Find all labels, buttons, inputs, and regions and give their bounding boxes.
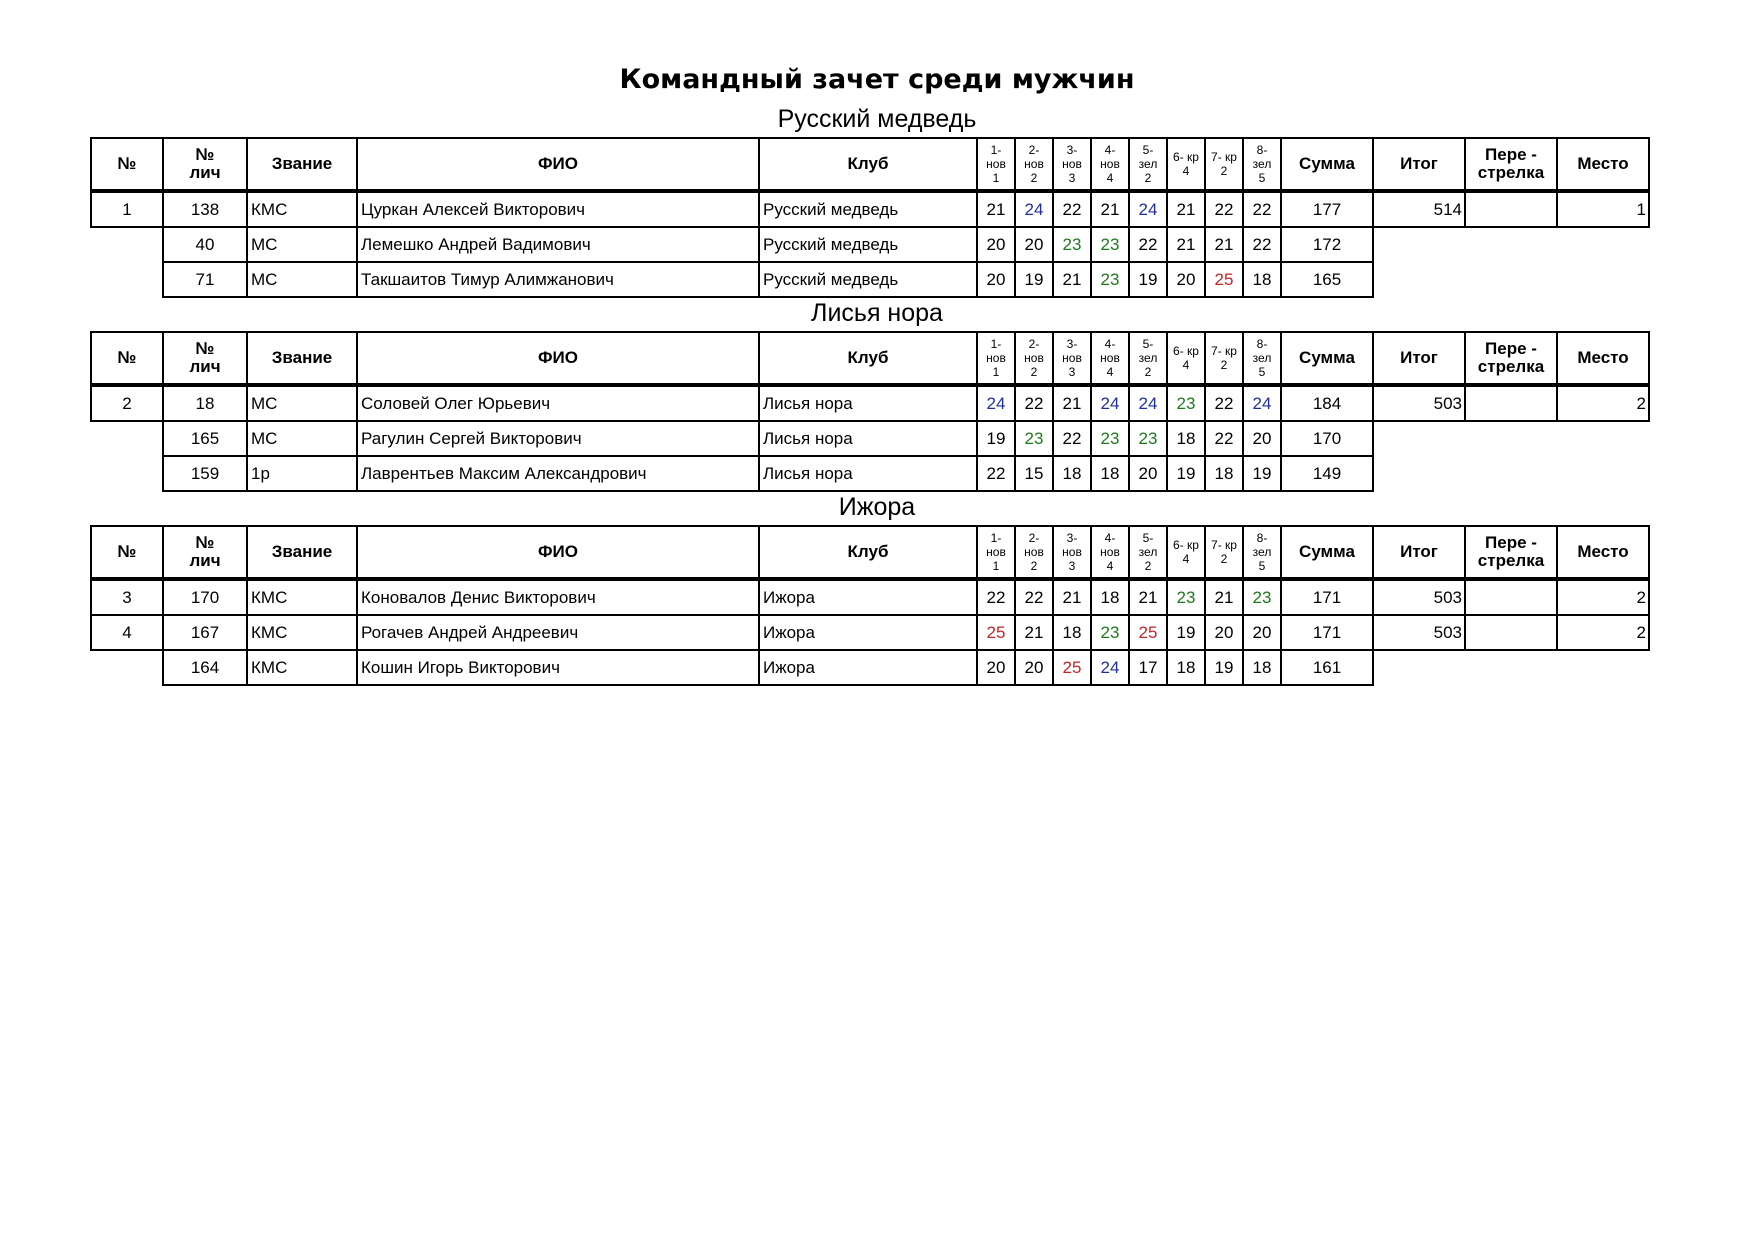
cell-name: Рогачев Андрей Андреевич bbox=[357, 615, 759, 650]
table-row bbox=[91, 650, 1649, 685]
cell-club: Ижора bbox=[759, 580, 977, 615]
cell-score-8: 18 bbox=[1243, 650, 1281, 685]
cell-score-6: 23 bbox=[1167, 580, 1205, 615]
round-header-1: 1- нов 1 bbox=[977, 332, 1015, 384]
cell-rank: МС bbox=[247, 227, 357, 262]
cell-score-7: 18 bbox=[1205, 456, 1243, 491]
cell-num: 4 bbox=[91, 615, 163, 650]
cell-shootoff bbox=[1465, 615, 1557, 650]
cell-lic: 167 bbox=[163, 615, 247, 650]
cell-score-6: 18 bbox=[1167, 421, 1205, 456]
table-row bbox=[91, 386, 1649, 421]
cell-score-5: 25 bbox=[1129, 615, 1167, 650]
cell-score-8: 20 bbox=[1243, 421, 1281, 456]
cell-score-1: 21 bbox=[977, 192, 1015, 227]
header-row bbox=[91, 526, 1649, 578]
col-rank-header: Звание bbox=[247, 332, 357, 384]
cell-score-5: 22 bbox=[1129, 227, 1167, 262]
cell-shootoff bbox=[1465, 386, 1557, 421]
round-header-3: 3- нов 3 bbox=[1053, 526, 1091, 578]
round-header-3: 3- нов 3 bbox=[1053, 138, 1091, 190]
round-header-8: 8- зел 5 bbox=[1243, 138, 1281, 190]
col-rank-header: Звание bbox=[247, 138, 357, 190]
round-header-2: 2- нов 2 bbox=[1015, 332, 1053, 384]
col-rank-header: Звание bbox=[247, 526, 357, 578]
cell-score-5: 20 bbox=[1129, 456, 1167, 491]
cell-club: Ижора bbox=[759, 650, 977, 685]
cell-empty bbox=[1557, 456, 1649, 491]
cell-score-4: 21 bbox=[1091, 192, 1129, 227]
table-row bbox=[91, 456, 1649, 491]
cell-sum: 149 bbox=[1281, 456, 1373, 491]
col-lic-header: № лич bbox=[163, 526, 247, 578]
cell-lic: 159 bbox=[163, 456, 247, 491]
col-shootoff-header: Пере - стрелка bbox=[1465, 332, 1557, 384]
cell-num bbox=[91, 650, 163, 685]
cell-empty bbox=[1465, 262, 1557, 297]
cell-total: 503 bbox=[1373, 615, 1465, 650]
col-sum-header: Сумма bbox=[1281, 332, 1373, 384]
team-table bbox=[90, 331, 1650, 492]
cell-score-4: 18 bbox=[1091, 456, 1129, 491]
cell-place: 2 bbox=[1557, 386, 1649, 421]
cell-score-4: 18 bbox=[1091, 580, 1129, 615]
cell-name: Коновалов Денис Викторович bbox=[357, 580, 759, 615]
cell-empty bbox=[1373, 227, 1465, 262]
cell-empty bbox=[1557, 650, 1649, 685]
cell-empty bbox=[1373, 262, 1465, 297]
round-header-6: 6- кр 4 bbox=[1167, 332, 1205, 384]
cell-score-1: 20 bbox=[977, 227, 1015, 262]
cell-shootoff bbox=[1465, 580, 1557, 615]
cell-name: Соловей Олег Юрьевич bbox=[357, 386, 759, 421]
page-title: Командный зачет среди мужчин bbox=[619, 64, 1135, 95]
cell-score-5: 24 bbox=[1129, 386, 1167, 421]
col-name-header: ФИО bbox=[357, 138, 759, 190]
cell-score-2: 15 bbox=[1015, 456, 1053, 491]
round-header-8: 8- зел 5 bbox=[1243, 526, 1281, 578]
cell-name: Такшаитов Тимур Алимжанович bbox=[357, 262, 759, 297]
cell-place: 2 bbox=[1557, 580, 1649, 615]
cell-lic: 138 bbox=[163, 192, 247, 227]
cell-name: Лаврентьев Максим Александрович bbox=[357, 456, 759, 491]
col-sum-header: Сумма bbox=[1281, 526, 1373, 578]
cell-score-3: 18 bbox=[1053, 615, 1091, 650]
cell-club: Лисья нора bbox=[759, 456, 977, 491]
round-header-1: 1- нов 1 bbox=[977, 138, 1015, 190]
cell-score-5: 17 bbox=[1129, 650, 1167, 685]
team-title: Ижора bbox=[838, 493, 916, 521]
cell-score-3: 21 bbox=[1053, 262, 1091, 297]
table-row bbox=[91, 580, 1649, 615]
cell-rank: КМС bbox=[247, 615, 357, 650]
cell-sum: 172 bbox=[1281, 227, 1373, 262]
cell-place: 1 bbox=[1557, 192, 1649, 227]
cell-num: 2 bbox=[91, 386, 163, 421]
cell-score-8: 24 bbox=[1243, 386, 1281, 421]
cell-score-2: 22 bbox=[1015, 386, 1053, 421]
cell-shootoff bbox=[1465, 192, 1557, 227]
cell-lic: 170 bbox=[163, 580, 247, 615]
cell-score-6: 18 bbox=[1167, 650, 1205, 685]
cell-lic: 164 bbox=[163, 650, 247, 685]
col-num-header: № bbox=[91, 526, 163, 578]
cell-score-8: 20 bbox=[1243, 615, 1281, 650]
col-total-header: Итог bbox=[1373, 526, 1465, 578]
cell-score-7: 21 bbox=[1205, 580, 1243, 615]
cell-lic: 40 bbox=[163, 227, 247, 262]
cell-club: Русский медведь bbox=[759, 192, 977, 227]
cell-sum: 171 bbox=[1281, 615, 1373, 650]
col-name-header: ФИО bbox=[357, 332, 759, 384]
cell-sum: 161 bbox=[1281, 650, 1373, 685]
cell-num bbox=[91, 227, 163, 262]
cell-empty bbox=[1465, 421, 1557, 456]
col-lic-header: № лич bbox=[163, 138, 247, 190]
cell-score-7: 25 bbox=[1205, 262, 1243, 297]
cell-num: 3 bbox=[91, 580, 163, 615]
cell-score-7: 21 bbox=[1205, 227, 1243, 262]
cell-rank: МС bbox=[247, 262, 357, 297]
round-header-4: 4- нов 4 bbox=[1091, 138, 1129, 190]
cell-num bbox=[91, 262, 163, 297]
cell-score-7: 22 bbox=[1205, 421, 1243, 456]
col-shootoff-header: Пере - стрелка bbox=[1465, 138, 1557, 190]
cell-score-7: 20 bbox=[1205, 615, 1243, 650]
cell-score-3: 18 bbox=[1053, 456, 1091, 491]
cell-score-8: 22 bbox=[1243, 192, 1281, 227]
round-header-2: 2- нов 2 bbox=[1015, 526, 1053, 578]
team-title: Русский медведь bbox=[777, 105, 977, 133]
round-header-7: 7- кр 2 bbox=[1205, 526, 1243, 578]
cell-score-2: 22 bbox=[1015, 580, 1053, 615]
cell-score-1: 22 bbox=[977, 456, 1015, 491]
col-total-header: Итог bbox=[1373, 138, 1465, 190]
cell-score-7: 22 bbox=[1205, 192, 1243, 227]
cell-club: Лисья нора bbox=[759, 386, 977, 421]
cell-score-4: 23 bbox=[1091, 227, 1129, 262]
cell-club: Ижора bbox=[759, 615, 977, 650]
cell-score-8: 19 bbox=[1243, 456, 1281, 491]
cell-total: 503 bbox=[1373, 580, 1465, 615]
cell-sum: 170 bbox=[1281, 421, 1373, 456]
cell-score-2: 19 bbox=[1015, 262, 1053, 297]
cell-score-1: 22 bbox=[977, 580, 1015, 615]
cell-name: Лемешко Андрей Вадимович bbox=[357, 227, 759, 262]
cell-score-6: 23 bbox=[1167, 386, 1205, 421]
col-total-header: Итог bbox=[1373, 332, 1465, 384]
cell-score-5: 21 bbox=[1129, 580, 1167, 615]
cell-name: Рагулин Сергей Викторович bbox=[357, 421, 759, 456]
cell-score-4: 23 bbox=[1091, 615, 1129, 650]
cell-score-4: 24 bbox=[1091, 386, 1129, 421]
cell-score-3: 21 bbox=[1053, 580, 1091, 615]
cell-name: Цуркан Алексей Викторович bbox=[357, 192, 759, 227]
cell-score-3: 21 bbox=[1053, 386, 1091, 421]
cell-score-6: 21 bbox=[1167, 192, 1205, 227]
cell-empty bbox=[1373, 456, 1465, 491]
round-header-5: 5- зел 2 bbox=[1129, 332, 1167, 384]
cell-empty bbox=[1557, 227, 1649, 262]
team-table bbox=[90, 525, 1650, 686]
table-row bbox=[91, 262, 1649, 297]
cell-score-2: 20 bbox=[1015, 227, 1053, 262]
cell-total: 514 bbox=[1373, 192, 1465, 227]
col-lic-header: № лич bbox=[163, 332, 247, 384]
cell-club: Лисья нора bbox=[759, 421, 977, 456]
cell-rank: КМС bbox=[247, 580, 357, 615]
table-row bbox=[91, 615, 1649, 650]
col-place-header: Место bbox=[1557, 526, 1649, 578]
col-name-header: ФИО bbox=[357, 526, 759, 578]
col-club-header: Клуб bbox=[759, 138, 977, 190]
cell-total: 503 bbox=[1373, 386, 1465, 421]
cell-score-5: 23 bbox=[1129, 421, 1167, 456]
round-header-6: 6- кр 4 bbox=[1167, 138, 1205, 190]
cell-place: 2 bbox=[1557, 615, 1649, 650]
cell-score-7: 22 bbox=[1205, 386, 1243, 421]
cell-score-3: 22 bbox=[1053, 421, 1091, 456]
cell-sum: 184 bbox=[1281, 386, 1373, 421]
cell-rank: МС bbox=[247, 386, 357, 421]
col-place-header: Место bbox=[1557, 138, 1649, 190]
cell-score-6: 19 bbox=[1167, 615, 1205, 650]
round-header-5: 5- зел 2 bbox=[1129, 526, 1167, 578]
col-num-header: № bbox=[91, 138, 163, 190]
cell-rank: КМС bbox=[247, 650, 357, 685]
cell-score-2: 21 bbox=[1015, 615, 1053, 650]
cell-sum: 165 bbox=[1281, 262, 1373, 297]
cell-empty bbox=[1373, 421, 1465, 456]
cell-sum: 171 bbox=[1281, 580, 1373, 615]
cell-empty bbox=[1465, 650, 1557, 685]
cell-score-6: 19 bbox=[1167, 456, 1205, 491]
col-sum-header: Сумма bbox=[1281, 138, 1373, 190]
col-place-header: Место bbox=[1557, 332, 1649, 384]
team-title: Лисья нора bbox=[811, 299, 943, 327]
cell-score-3: 23 bbox=[1053, 227, 1091, 262]
col-shootoff-header: Пере - стрелка bbox=[1465, 526, 1557, 578]
cell-score-1: 19 bbox=[977, 421, 1015, 456]
team-table bbox=[90, 137, 1650, 298]
round-header-4: 4- нов 4 bbox=[1091, 332, 1129, 384]
cell-rank: КМС bbox=[247, 192, 357, 227]
cell-num bbox=[91, 421, 163, 456]
cell-score-8: 18 bbox=[1243, 262, 1281, 297]
col-club-header: Клуб bbox=[759, 526, 977, 578]
cell-name: Кошин Игорь Викторович bbox=[357, 650, 759, 685]
cell-score-6: 21 bbox=[1167, 227, 1205, 262]
cell-score-1: 25 bbox=[977, 615, 1015, 650]
cell-rank: МС bbox=[247, 421, 357, 456]
col-club-header: Клуб bbox=[759, 332, 977, 384]
cell-score-8: 23 bbox=[1243, 580, 1281, 615]
cell-num: 1 bbox=[91, 192, 163, 227]
cell-empty bbox=[1465, 227, 1557, 262]
cell-score-2: 23 bbox=[1015, 421, 1053, 456]
cell-score-5: 24 bbox=[1129, 192, 1167, 227]
cell-lic: 165 bbox=[163, 421, 247, 456]
cell-score-4: 23 bbox=[1091, 262, 1129, 297]
cell-empty bbox=[1557, 262, 1649, 297]
cell-score-1: 20 bbox=[977, 650, 1015, 685]
col-num-header: № bbox=[91, 332, 163, 384]
header-row bbox=[91, 332, 1649, 384]
cell-score-5: 19 bbox=[1129, 262, 1167, 297]
cell-score-2: 24 bbox=[1015, 192, 1053, 227]
round-header-1: 1- нов 1 bbox=[977, 526, 1015, 578]
cell-score-4: 24 bbox=[1091, 650, 1129, 685]
cell-score-8: 22 bbox=[1243, 227, 1281, 262]
cell-empty bbox=[1557, 421, 1649, 456]
table-row bbox=[91, 421, 1649, 456]
cell-score-7: 19 bbox=[1205, 650, 1243, 685]
cell-score-6: 20 bbox=[1167, 262, 1205, 297]
header-row bbox=[91, 138, 1649, 190]
cell-rank: 1р bbox=[247, 456, 357, 491]
cell-score-3: 22 bbox=[1053, 192, 1091, 227]
cell-empty bbox=[1465, 456, 1557, 491]
cell-score-1: 20 bbox=[977, 262, 1015, 297]
round-header-3: 3- нов 3 bbox=[1053, 332, 1091, 384]
round-header-2: 2- нов 2 bbox=[1015, 138, 1053, 190]
cell-num bbox=[91, 456, 163, 491]
cell-club: Русский медведь bbox=[759, 262, 977, 297]
round-header-5: 5- зел 2 bbox=[1129, 138, 1167, 190]
cell-empty bbox=[1373, 650, 1465, 685]
table-row bbox=[91, 192, 1649, 227]
round-header-4: 4- нов 4 bbox=[1091, 526, 1129, 578]
round-header-7: 7- кр 2 bbox=[1205, 138, 1243, 190]
table-row bbox=[91, 227, 1649, 262]
cell-club: Русский медведь bbox=[759, 227, 977, 262]
cell-score-2: 20 bbox=[1015, 650, 1053, 685]
round-header-7: 7- кр 2 bbox=[1205, 332, 1243, 384]
cell-lic: 71 bbox=[163, 262, 247, 297]
cell-sum: 177 bbox=[1281, 192, 1373, 227]
cell-score-4: 23 bbox=[1091, 421, 1129, 456]
round-header-8: 8- зел 5 bbox=[1243, 332, 1281, 384]
cell-score-1: 24 bbox=[977, 386, 1015, 421]
cell-score-3: 25 bbox=[1053, 650, 1091, 685]
round-header-6: 6- кр 4 bbox=[1167, 526, 1205, 578]
cell-lic: 18 bbox=[163, 386, 247, 421]
